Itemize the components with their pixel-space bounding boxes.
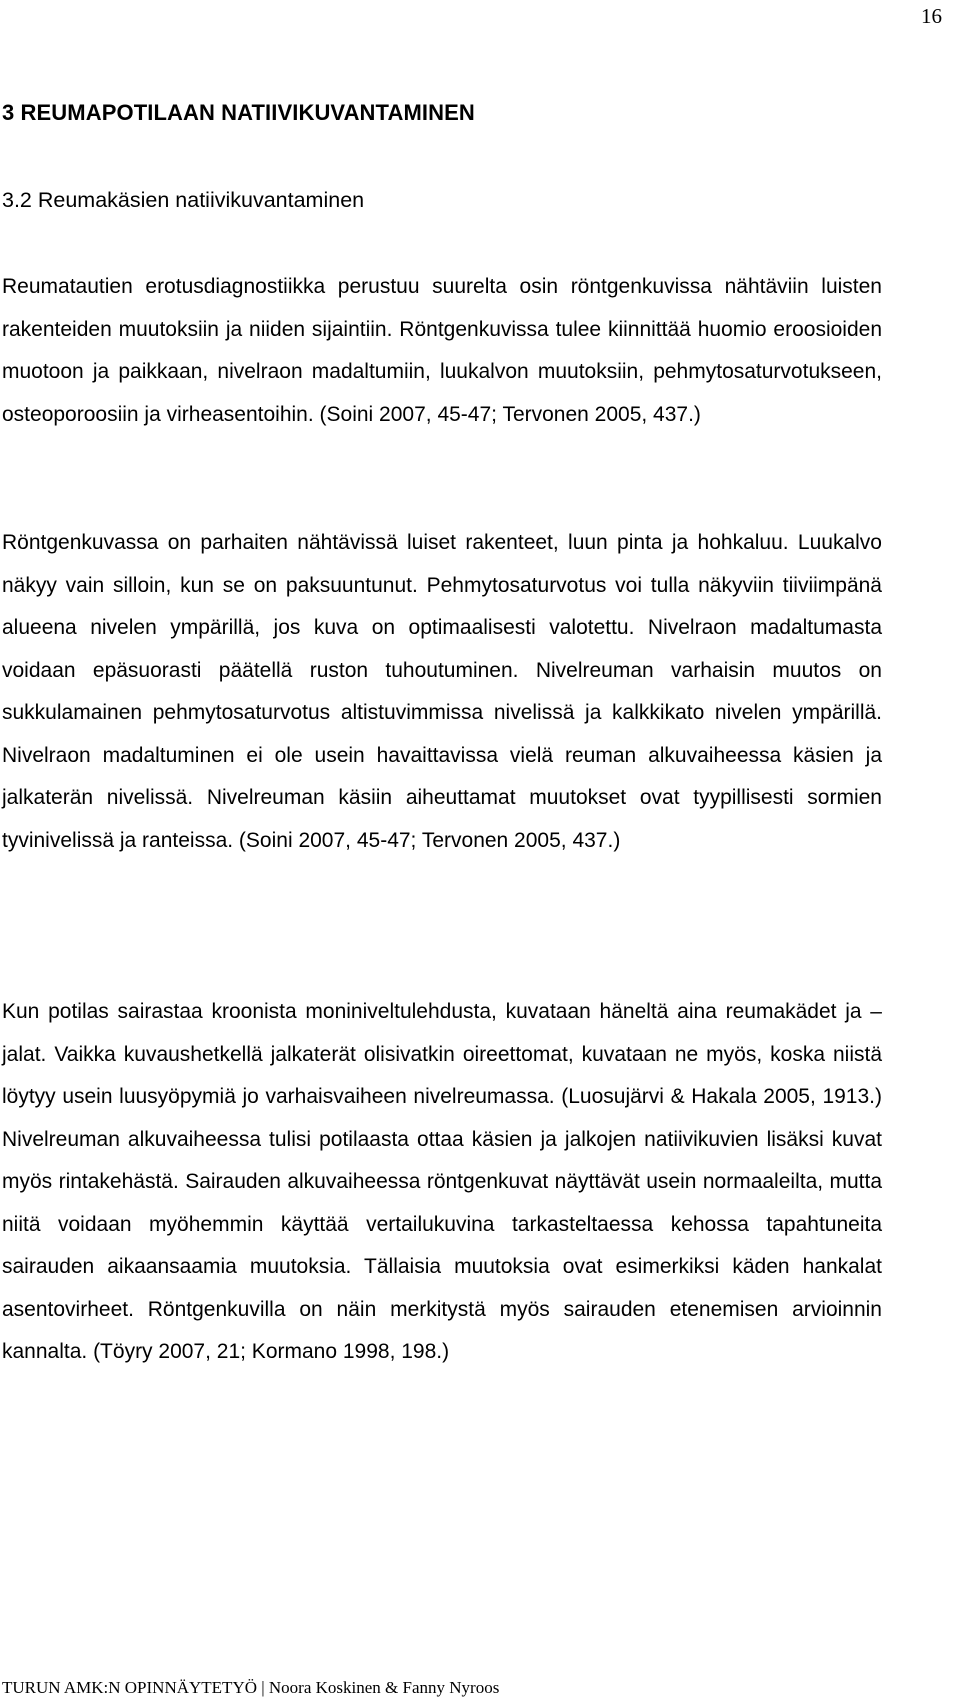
paragraph: Kun potilas sairastaa kroonista moniniveltulehdusta, kuvataan häneltä aina reumakädet ja –jalat. Vaikka kuvaushetkellä jalkaterät olisivatkin oireettomat, kuvataan ne myös, koska niistä löytyy usein luusyöpymiä jo varhaisvaiheen nivelreumassa. (Luosujärvi & Hakala 2005, 1913.) Nivelreuman alkuvaiheessa tulisi potilaasta ottaa käsien ja jalkojen natiivikuvien lisäksi kuvat myös rintakehästä. Sairauden alkuvaiheessa röntgenkuvat näyttävät usein normaaleilta, mutta niitä voidaan myöhemmin käyttää vertailukuvina tarkasteltaessa kehossa tapahtuneita sairauden aikaansaamia muutoksia. Tällaisia muutoksia ovat esimerkiksi käden hankalat asentovirheet. Röntgenkuvilla on näin merkitystä myös sairauden etenemisen arvioinnin kannalta. (Töyry 2007, 21; Kormano 1998, 198.) xyxy=(2,1000,882,1363)
section-heading: 3.2 Reumakäsien natiivikuvantaminen xyxy=(2,188,365,212)
paragraph: Röntgenkuvassa on parhaiten nähtävissä luiset rakenteet, luun pinta ja hohkaluu. Luukalvo näkyy vain silloin, kun se on paksuuntunut. Pehmytosaturvotus voi tulla näkyviin tiiviimpänä alueena nivelen ympärillä, jos kuva on optimaalisesti valotettu. Nivelraon madaltumasta voidaan epäsuorasti päätellä ruston tuhoutuminen. Nivelreuman varhaisin muutos on sukkulamainen pehmytosaturvotus altistuvimmissa nivelissä ja kalkkikato nivelen ympärillä. Nivelraon madaltuminen ei ole usein havaittavissa vielä reuman alkuvaiheessa käsien ja jalkaterän nivelissä. Nivelreuman käsiin aiheuttamat muutokset ovat tyypillisesti sormien tyvinivelissä ja ranteissa. (Soini 2007, 45-47; Tervonen 2005, 437.) xyxy=(2,531,882,852)
paragraph: Reumatautien erotusdiagnostiikka perustuu suurelta osin röntgenkuvissa nähtäviin luisten rakenteiden muutoksiin ja niiden sijaintiin. Röntgenkuvissa tulee kiinnittää huomio eroosioiden muotoon ja paikkaan, nivelraon madaltumiin, luukalvon muutoksiin, pehmytosaturvotukseen, osteoporoosiin ja virheasentoihin. (Soini 2007, 45-47; Tervonen 2005, 437.) xyxy=(2,275,882,426)
chapter-heading: 3 REUMAPOTILAAN NATIIVIKUVANTAMINEN xyxy=(2,100,475,125)
footer: TURUN AMK:N OPINNÄYTETYÖ | Noora Koskinen & Fanny Nyroos xyxy=(2,1678,500,1697)
page-number: 16 xyxy=(921,4,942,28)
